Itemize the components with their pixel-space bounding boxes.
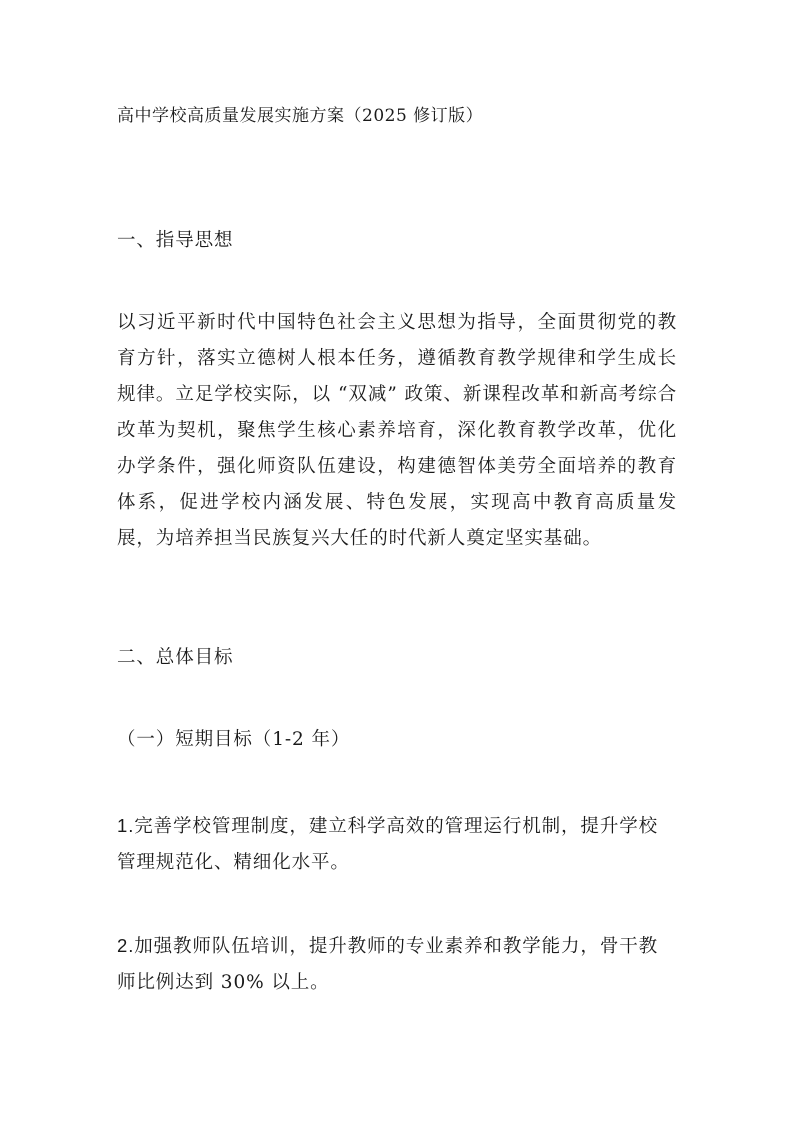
list-item-text: 加强教师队伍培训，提升教师的专业素养和教学能力，骨干教师比例达到 30% 以上。 (117, 936, 659, 993)
list-item-number: 2. (117, 935, 135, 956)
subheading-short-term-goals: （一）短期目标（1-2 年） (117, 729, 351, 750)
list-item-text: 完善学校管理制度，建立科学高效的管理运行机制，提升学校管理规范化、精细化水平。 (117, 816, 659, 873)
section-heading-guiding-ideology: 一、指导思想 (117, 230, 234, 251)
section-heading-overall-goals: 二、总体目标 (117, 647, 234, 668)
document-title: 高中学校高质量发展实施方案（2025 修订版） (117, 106, 484, 126)
section-paragraph-guiding-ideology: 以习近平新时代中国特色社会主义思想为指导，全面贯彻党的教育方针，落实立德树人根本任务，遵循教育教学规律和学生成长规律。立足学校实际，以 “双减” 政策、新课程改革和新高考综合改革为契机，聚焦学生核心素养培育，深化教育教学改革，优化办学条件，强化师资队伍建设，构建德智体美劳全面培养的教育体系，促进学校内涵发展、特色发展，实现高中教育高质量发展，为培养担当民族复兴大任的时代新人奠定坚实基础。 (117, 312, 677, 549)
list-item-number: 1. (117, 815, 135, 836)
list-item (117, 808, 677, 881)
list-item (117, 928, 677, 1001)
